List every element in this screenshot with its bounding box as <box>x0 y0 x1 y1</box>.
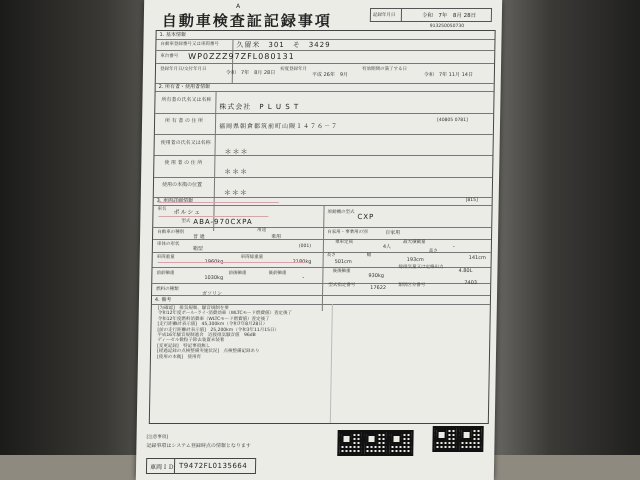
record-date-label: 記録年月日 <box>371 9 402 21</box>
front-label: 前前軸重 <box>156 271 175 276</box>
maker-label: 車名 <box>157 207 167 212</box>
qr-code-2 <box>362 430 388 456</box>
private-value: 自家用 <box>385 230 401 236</box>
first-reg-label: 登録年月日/交付年月日 <box>159 67 207 72</box>
front2-label: 前後軸重 <box>228 271 247 276</box>
rear2-label: 後後軸重 <box>332 269 351 274</box>
remarks-line: [为確認] 排気規制、騒音規制を要 <box>157 306 229 311</box>
model-label: 型式 <box>181 219 191 224</box>
first-year-value: 平成 26年 9月 <box>311 72 349 78</box>
notice-label: [注意事項] <box>146 435 169 440</box>
maker-value: ポルシェ <box>173 209 202 216</box>
type-num-label: 型式指定番号 <box>328 283 356 288</box>
user-addr-label: 使 用 者 の 住 所 <box>164 160 203 166</box>
engine-value: CXP <box>357 213 375 221</box>
engine-label: 原動機の型式 <box>327 210 355 215</box>
private-label: 自家用・事業用の別 <box>327 230 368 235</box>
vin-label: 車台番号 <box>160 54 179 59</box>
record-date-box <box>370 8 492 22</box>
fuel-value: ガソリン <box>202 291 223 297</box>
rear-value: - <box>302 275 305 281</box>
shape-value: 箱型 <box>192 246 203 252</box>
length-value: 501cm <box>334 259 352 265</box>
expiry-label: 有効期間の満了する日 <box>361 67 408 72</box>
remarks-line: [使用の本拠] 使用有 <box>156 354 202 360</box>
owner-code: [40805 0781] <box>437 118 468 123</box>
weight-value: 1960kg <box>204 259 224 265</box>
car-id-label: 車両ＩＤ <box>147 459 175 473</box>
owner-name-label: 所有者の氏名又は名称 <box>161 97 212 103</box>
qr-code-1 <box>337 430 363 456</box>
first-reg-value: 令和 7年 8月 28日 <box>225 70 276 76</box>
capacity-label: 乗車定員 <box>334 240 353 245</box>
front-value: 1030kg <box>204 275 224 281</box>
class-num-label: 類別区分番号 <box>398 283 426 288</box>
height-label: 高さ <box>428 249 438 254</box>
code-815: [815] <box>465 198 478 203</box>
kind-label: 自動車の種別 <box>157 230 185 235</box>
owner-addr-label: 所 有 者 の 住 所 <box>165 118 204 124</box>
background-left <box>0 0 150 480</box>
fuel-label: 燃料の種類 <box>156 287 179 292</box>
notice-text: 記録事項はシステム登録時点の情報となります <box>146 443 251 449</box>
remarks-line: [走行距離計表示値] 45,300km（令和7年8月28日） <box>157 322 268 328</box>
remarks-line: 令和12年度ポール･ライ･消費効率（WLTCモード燃費値）査定後了 <box>157 311 293 317</box>
background-right <box>490 0 640 480</box>
section-basic: 1. 基本情報 <box>159 32 187 38</box>
remarks-line: 平成16年騒音規制適合 近接排気騒音値 96dB <box>157 333 256 338</box>
reg-value: 久留米 301 そ 3429 <box>236 41 331 49</box>
rear2-value: 930kg <box>368 273 385 279</box>
certificate-frame <box>149 30 496 424</box>
user-name-label: 使用者の氏名又は名称 <box>160 140 211 146</box>
qr-code-5 <box>457 426 483 452</box>
document-title: 自動車検査証記録事項 <box>161 12 332 30</box>
qr-code-4 <box>432 426 458 452</box>
width-value: 193cm <box>406 257 424 263</box>
qr-code-3 <box>387 430 413 456</box>
car-id-box <box>146 458 256 474</box>
remarks-line: [前の走行距離計表示値] 25,200km（令和3年11月15日） <box>157 327 280 333</box>
user-name-value: ＊＊＊ <box>224 148 249 156</box>
section-remarks: 4. 備考 <box>154 297 172 303</box>
use-label: 用途 <box>257 228 267 233</box>
user-addr-value: ＊＊＊ <box>224 168 249 176</box>
section-vehicle: 3. 車両詳細情報 <box>156 198 194 204</box>
class-num-value: 7403 <box>464 280 478 286</box>
remarks-line: [経過記録の点検整備実施状況] 点検整備記録あり <box>157 349 260 355</box>
gross-label: 車両総重量 <box>240 255 264 260</box>
first-year-label: 初度登録年月 <box>279 67 308 72</box>
displacement-label: 総排気量又は定格出力 <box>398 265 444 270</box>
owner-name-value: 株式会社 P L U S T <box>219 103 300 111</box>
remarks-line: ディーゼル微粒子除去装置未装着 <box>157 338 225 344</box>
shape-code: (001) <box>298 244 312 249</box>
car-id-value: T9472FL0135664 <box>178 462 248 470</box>
doc-number: 913250050730 <box>429 24 465 29</box>
kind-value: 普 通 <box>193 234 205 240</box>
height-value: 141cm <box>468 255 486 261</box>
section-owner: 2. 所有者・使用者情報 <box>158 84 211 90</box>
type-num-value: 17622 <box>370 285 387 291</box>
width-label: 幅 <box>366 253 372 258</box>
remarks-line: 令和12年度燃料消費率（WLTCモード燃費値）査定後了 <box>157 316 270 322</box>
letter-mark: A <box>236 3 241 10</box>
remarks-line: [変更記録] 特記事項無し <box>157 343 211 349</box>
expiry-value: 令和 7年 11月 14日 <box>423 72 474 78</box>
use-value: 乗用 <box>271 234 282 240</box>
maxload-value: - <box>452 244 455 250</box>
owner-addr-value: 福岡県朝倉郡筑前町山隈１４７６－７ <box>218 123 339 130</box>
base-value: ＊＊＊ <box>223 189 248 197</box>
gross-value: 2180kg <box>292 259 312 265</box>
weight-label: 車両重量 <box>156 255 175 260</box>
base-label: 使用の本拠の位置 <box>161 182 203 188</box>
record-date-value: 令和 7年 8月 28日 <box>421 13 477 19</box>
vehicle-inspection-certificate <box>136 0 502 480</box>
shape-label: 車体の形状 <box>156 242 180 247</box>
model-value: ABA-970CXPA <box>193 218 253 226</box>
vin-value: WP0ZZZ97ZFL080131 <box>188 52 295 61</box>
displacement-value: 4.80L <box>458 268 473 274</box>
rear-label: 後前軸重 <box>268 271 287 276</box>
length-label: 長さ <box>326 253 336 258</box>
maxload-label: 最大積載量 <box>402 240 426 245</box>
reg-label: 自動車登録番号又は車両番号 <box>160 42 219 47</box>
capacity-value: 4人 <box>382 244 392 250</box>
